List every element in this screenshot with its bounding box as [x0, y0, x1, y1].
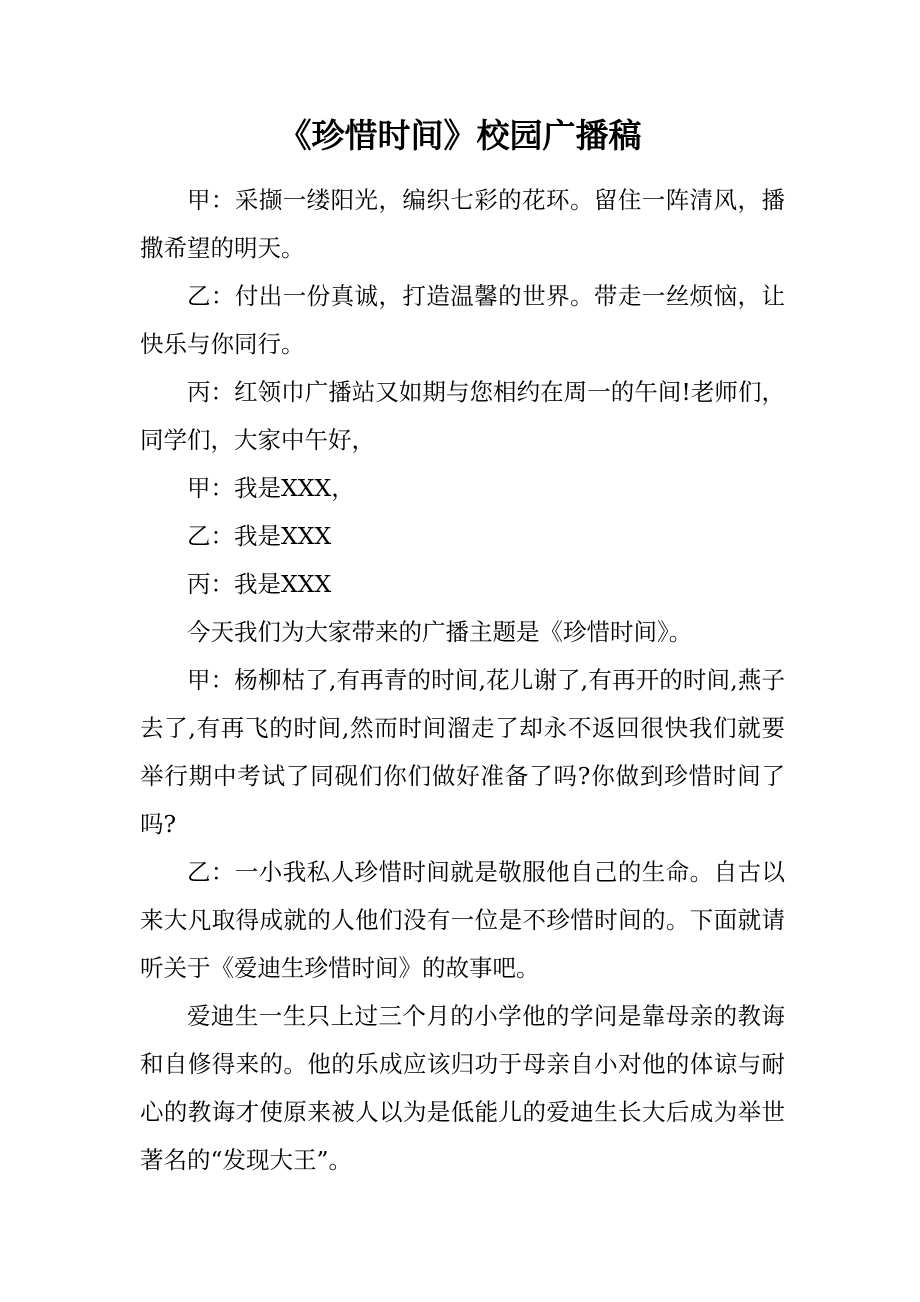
paragraph: 乙：一小我私人珍惜时间就是敬服他自己的生命。自古以来大凡取得成就的人他们没有一位是不珍惜时间的。下面就请听关于《爱迪生珍惜时间》的故事吧。	[140, 858, 785, 982]
paragraph: 甲：采撷一缕阳光，编织七彩的花环。留住一阵清风，播撒希望的明天。	[140, 186, 785, 262]
paragraph: 今天我们为大家带来的广播主题是《珍惜时间》。	[187, 618, 693, 646]
paragraph: 甲：我是XXX，	[187, 474, 355, 502]
document-body	[140, 176, 785, 1184]
paragraph: 乙：我是XXX	[187, 522, 332, 550]
paragraph: 爱迪生一生只上过三个月的小学他的学问是靠母亲的教诲和自修得来的。他的乐成应该归功于母亲自小对他的体谅与耐心的教诲才使原来被人以为是低能儿的爱迪生长大后成为举世著名的“发现大王”。	[140, 1002, 785, 1174]
paragraph: 甲：杨柳枯了,有再青的时间,花儿谢了,有再开的时间,燕子去了,有再飞的时间,然而时间溜走了却永不返回很快我们就要举行期中考试了同砚们你们做好准备了吗?你做到珍惜时间了吗?	[140, 666, 785, 838]
paragraph: 丙：红领巾广播站又如期与您相约在周一的午间!老师们，同学们，大家中午好，	[140, 378, 785, 454]
paragraph: 乙：付出一份真诚，打造温馨的世界。带走一丝烦恼，让快乐与你同行。	[140, 282, 785, 358]
document-title: 《珍惜时间》校园广播稿	[278, 116, 642, 155]
paragraph: 丙：我是XXX	[187, 570, 332, 598]
